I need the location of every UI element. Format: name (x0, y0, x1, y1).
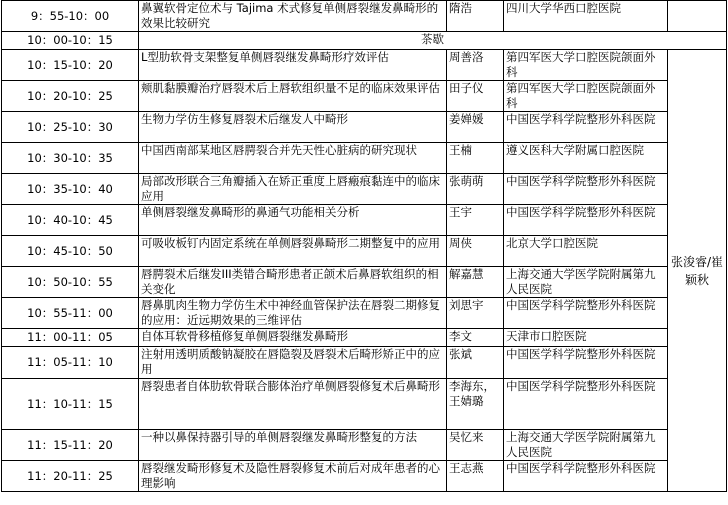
empty-cell (668, 1, 727, 32)
table-row (2, 329, 727, 347)
hospital-cell: 四川大学华西口腔医院 (504, 1, 668, 32)
talk-title: 可吸收板钉内固定系统在单侧唇裂鼻畸形二期整复中的应用 (139, 236, 447, 267)
speaker-cell: 周侠 (447, 236, 504, 267)
speaker-cell: 解嘉慧 (447, 267, 504, 298)
time-cell: 10：50-10：55 (2, 267, 139, 298)
time-cell: 11：05-11：10 (2, 347, 139, 379)
time-cell: 10：45-10：50 (2, 236, 139, 267)
time-cell: 11：15-11：20 (2, 430, 139, 461)
speaker-cell: 王楠 (447, 143, 504, 174)
table-row (2, 379, 727, 430)
table-row (2, 236, 727, 267)
time-cell: 10：35-10：40 (2, 174, 139, 205)
speaker-cell: 姜婵媛 (447, 112, 504, 143)
schedule-body (2, 1, 727, 492)
speaker-cell: 吴忆来 (447, 430, 504, 461)
schedule-table (1, 0, 727, 492)
talk-title: 颊肌黏膜瓣治疗唇裂术后上唇软组织量不足的临床效果评估 (139, 81, 447, 112)
time-cell: 10：15-10：20 (2, 50, 139, 81)
talk-title: 唇腭裂术后继发III类错合畸形患者正颌术后鼻唇软组织的相关变化 (139, 267, 447, 298)
speaker-cell: 田子仪 (447, 81, 504, 112)
talk-title: 中国西南部某地区唇腭裂合并先天性心脏病的研究现状 (139, 143, 447, 174)
table-row (2, 205, 727, 236)
hospital-cell: 遵义医科大学附属口腔医院 (504, 143, 668, 174)
talk-title: 单侧唇裂继发鼻畸形的鼻通气功能相关分析 (139, 205, 447, 236)
hospital-cell: 中国医学科学院整形外科医院 (504, 461, 668, 492)
hospital-cell: 中国医学科学院整形外科医院 (504, 379, 668, 430)
talk-title: 一种以鼻保持器引导的单侧唇裂继发鼻畸形整复的方法 (139, 430, 447, 461)
speaker-cell: 李文 (447, 329, 504, 347)
speaker-cell: 周善洛 (447, 50, 504, 81)
talk-title: 唇裂患者自体肋软骨联合膨体治疗单侧唇裂修复术后鼻畸形 (139, 379, 447, 430)
talk-title: 局部改形联合三角瓣插入在矫正重度上唇瘢痕黏连中的临床应用 (139, 174, 447, 205)
table-row (2, 347, 727, 379)
talk-title: L型肋软骨支架整复单侧唇裂继发鼻畸形疗效评估 (139, 50, 447, 81)
table-row (2, 112, 727, 143)
session-chair: 张浚睿/崔颖秋 (668, 50, 727, 492)
hospital-cell: 中国医学科学院整形外科医院 (504, 112, 668, 143)
time-cell: 10：40-10：45 (2, 205, 139, 236)
time-cell: 10：20-10：25 (2, 81, 139, 112)
talk-title: 生物力学仿生修复唇裂术后继发人中畸形 (139, 112, 447, 143)
talk-title: 自体耳软骨移植修复单侧唇裂继发鼻畸形 (139, 329, 447, 347)
hospital-cell: 北京大学口腔医院 (504, 236, 668, 267)
time-cell: 10：30-10：35 (2, 143, 139, 174)
speaker-cell: 刘思宇 (447, 298, 504, 329)
break-row (2, 32, 727, 50)
speaker-cell: 张萌萌 (447, 174, 504, 205)
table-row (2, 267, 727, 298)
table-row (2, 143, 727, 174)
table-row (2, 50, 727, 81)
talk-title: 鼻翼软骨定位术与 Tajima 术式修复单侧唇裂继发鼻畸形的效果比较研究 (139, 1, 447, 32)
table-row (2, 81, 727, 112)
time-cell: 9：55-10：00 (2, 1, 139, 32)
talk-title: 注射用透明质酸钠凝胶在唇隐裂及唇裂术后畸形矫正中的应用 (139, 347, 447, 379)
speaker-cell: 李海东，王婧璐 (447, 379, 504, 430)
time-cell: 10：00-10：15 (2, 32, 139, 50)
speaker-cell: 王志燕 (447, 461, 504, 492)
time-cell: 11：00-11：05 (2, 329, 139, 347)
time-cell: 11：20-11：25 (2, 461, 139, 492)
table-row (2, 174, 727, 205)
talk-title: 唇裂继发畸形修复术及隐性唇裂修复术前后对成年患者的心理影响 (139, 461, 447, 492)
hospital-cell: 中国医学科学院整形外科医院 (504, 205, 668, 236)
speaker-cell: 隋浩 (447, 1, 504, 32)
speaker-cell: 张斌 (447, 347, 504, 379)
table-row (2, 298, 727, 329)
table-row (2, 430, 727, 461)
table-row (2, 1, 727, 32)
hospital-cell: 中国医学科学院整形外科医院 (504, 174, 668, 205)
time-cell: 10：25-10：30 (2, 112, 139, 143)
hospital-cell: 中国医学科学院整形外科医院 (504, 347, 668, 379)
hospital-cell: 第四军医大学口腔医院颌面外科 (504, 50, 668, 81)
hospital-cell: 第四军医大学口腔医院颌面外科 (504, 81, 668, 112)
hospital-cell: 中国医学科学院整形外科医院 (504, 298, 668, 329)
time-cell: 11：10-11：15 (2, 379, 139, 430)
hospital-cell: 上海交通大学医学院附属第九人民医院 (504, 430, 668, 461)
break-label: 茶歇 (139, 32, 727, 50)
hospital-cell: 上海交通大学医学院附属第九人民医院 (504, 267, 668, 298)
talk-title: 唇鼻肌肉生物力学仿生术中神经血管保护法在唇裂二期修复的应用：近远期效果的三维评估 (139, 298, 447, 329)
speaker-cell: 王宇 (447, 205, 504, 236)
table-row (2, 461, 727, 492)
time-cell: 10：55-11：00 (2, 298, 139, 329)
hospital-cell: 天津市口腔医院 (504, 329, 668, 347)
